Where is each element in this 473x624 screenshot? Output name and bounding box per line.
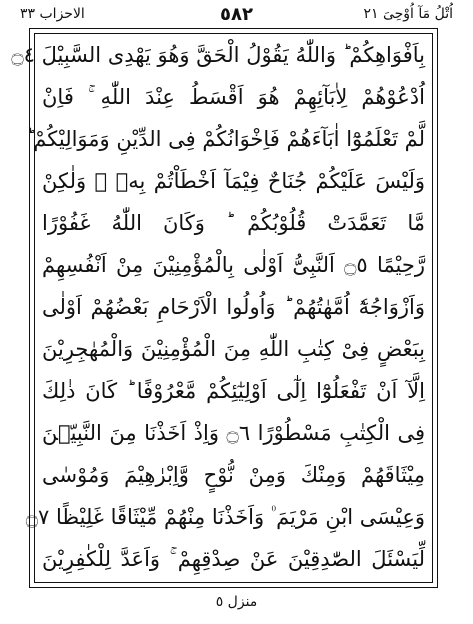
page-number: ٥٨٢: [220, 4, 253, 25]
text-line: وَعِيْسَى ابْنِ مَرْيَمَ ۠ وَاَخَذْنَا مِنْهُمْ مِّيْثَاقًا غَلِيْظًا ۝٧: [25, 505, 425, 529]
page-header: [20, 4, 453, 26]
text-line: اِلَّآ اَنْ تَفْعَلُوْٓا اِلٰٓى اَوْلِيٰٓئِكُمْ مَّعْرُوْفًا ؕ كَانَ ذٰلِكَ: [42, 379, 425, 403]
juz-name-header: اُتْلُ مَآ اُوْحِیَ ٢١: [363, 6, 453, 22]
text-line: بِاَفْوَاهِكُمْ ؕ وَاللّٰهُ يَقُوْلُ الْحَقَّ وَهُوَ يَهْدِى السَّبِيْلَ ۝٤: [11, 43, 425, 67]
text-line: رَّحِيْمًا ۝٥ اَلنَّبِىُّ اَوْلٰى بِالْمُؤْمِنِيْنَ مِنْ اَنْفُسِهِمْ: [42, 253, 425, 277]
text-line: مَّا تَعَمَّدَتْ قُلُوْبُكُمْ ؕ وَكَانَ اللّٰهُ غَفُوْرًا: [42, 211, 425, 235]
text-line: بِبَعْضٍ فِىْ كِتٰبِ اللّٰهِ مِنَ الْمُؤْمِنِيْنَ وَالْمُهٰجِرِيْنَ: [42, 337, 425, 361]
text-line: لِّيَسْئَلَ الصّٰدِقِيْنَ عَنْ صِدْقِهِمْ ۚ وَاَعَدَّ لِلْكٰفِرِيْنَ: [42, 547, 425, 571]
text-line: مِيْثَاقَهُمْ وَمِنْكَ وَمِنْ نُّوْحٍ وَّاِبْرٰهِيْمَ وَمُوْسٰى: [42, 463, 425, 487]
verse-text-block: [11, 37, 425, 577]
manzil-footer: منزل ٥: [215, 594, 258, 610]
surah-name-header: الاحزاب ٣٣: [20, 6, 85, 22]
text-line: لَّمْ تَعْلَمُوْٓا اٰبَآءَهُمْ فَاِخْوَانُكُمْ فِى الدِّيْنِ وَمَوَالِيْكُمْ ؕ: [26, 127, 425, 151]
text-line: وَلَيْسَ عَلَيْكُمْ جُنَاحٌ فِيْمَآ اَخْطَاْتُمْ بِهٖ ۙ وَلٰكِنْ: [42, 169, 425, 193]
text-line: فِى الْكِتٰبِ مَسْطُوْرًا ۝٦ وَاِذْ اَخَذْنَا مِنَ النَّبِيّٖنَ: [42, 421, 425, 445]
text-line: اُدْعُوْهُمْ لِاٰبَآئِهِمْ هُوَ اَقْسَطُ عِنْدَ اللّٰهِ ۚ فَاِنْ: [42, 85, 425, 109]
text-line: وَاَزْوَاجُهٗٓ اُمَّهٰتُهُمْ ؕ وَاُولُوا الْاَرْحَامِ بَعْضُهُمْ اَوْلٰى: [42, 295, 425, 319]
